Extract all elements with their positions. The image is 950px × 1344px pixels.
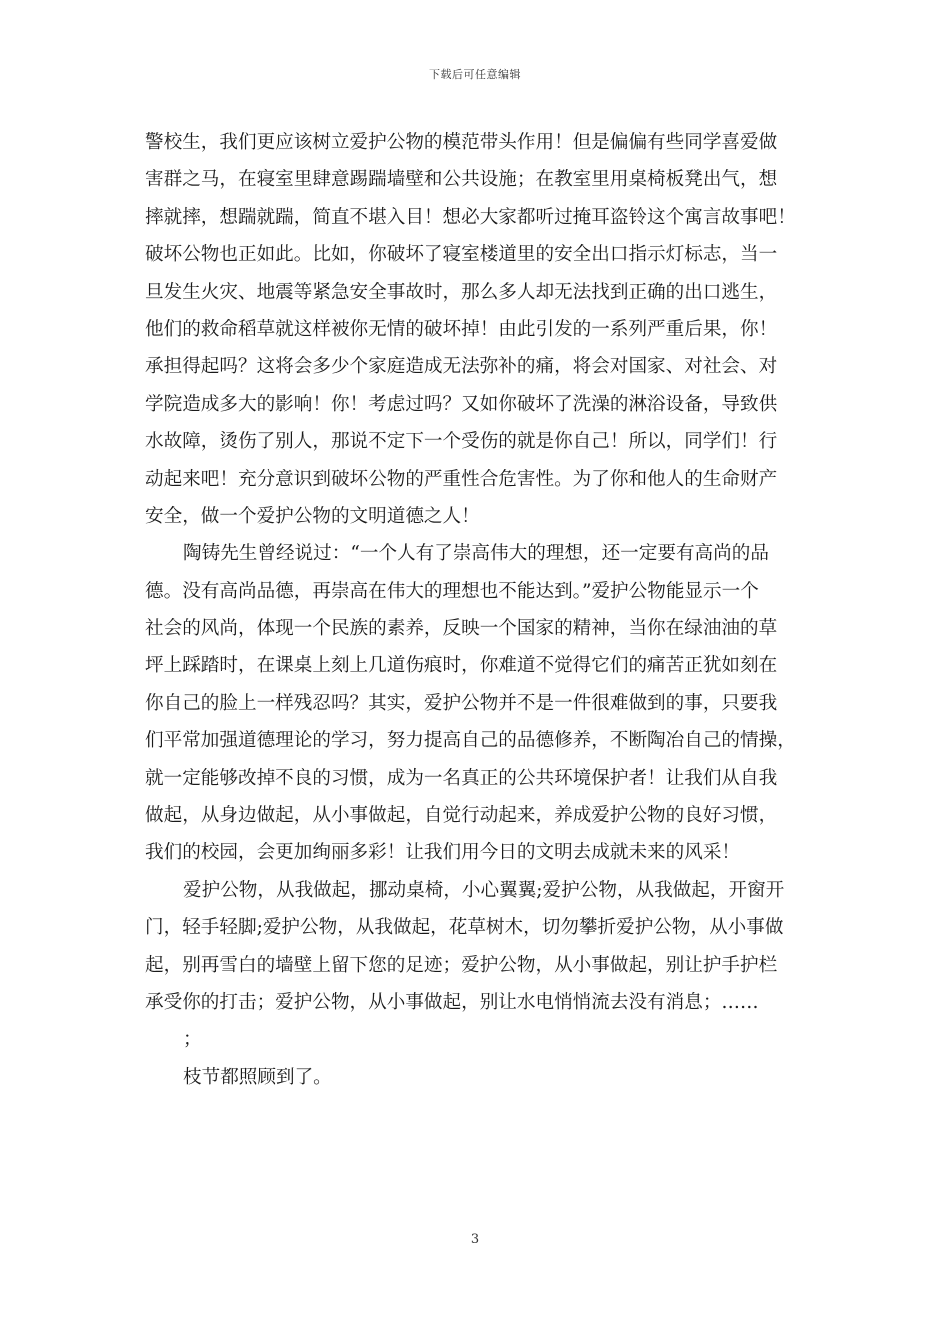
text-line: 水故障，烫伤了别人，那说不定下一个受伤的就是你自己！所以，同学们！行	[145, 431, 778, 453]
text-line: 旦发生火灾、地震等紧急安全事故时，那么多人却无法找到正确的出口逃生，	[145, 281, 778, 303]
text-line: 安全，做一个爱护公物的文明道德之人！	[145, 505, 480, 527]
text-line: 坪上踩踏时，在课桌上刻上几道伤痕时，你难道不觉得它们的痛苦正犹如刻在	[145, 655, 778, 677]
document-body	[145, 124, 809, 1096]
text-line: 德。没有高尚品德，再崇高在伟大的理想也不能达到。”爱护公物能显示一个	[145, 580, 759, 602]
text-line: 们平常加强道德理论的学习，努力提高自己的品德修养，不断陶冶自己的情操，	[145, 730, 796, 752]
text-line: 他们的救命稻草就这样被你无情的破坏掉！由此引发的一系列严重后果，你！	[145, 318, 778, 340]
text-line: 就一定能够改掉不良的习惯，成为一名真正的公共环境保护者！让我们从自我	[145, 767, 778, 789]
text-line: 起，别再雪白的墙壁上留下您的足迹；爱护公物，从小事做起，别让护手护栏	[145, 954, 778, 976]
text-line: 动起来吧！充分意识到破坏公物的严重性合危害性。为了你和他人的生命财产	[145, 468, 778, 490]
paragraph-start-line: 陶铸先生曾经说过：“一个人有了崇高伟大的理想，还一定要有高尚的品	[183, 543, 769, 565]
page-header: 下载后可任意编辑	[429, 68, 521, 81]
page-number: 3	[470, 1232, 480, 1247]
text-line: 我们的校园，会更加绚丽多彩！让我们用今日的文明去成就未来的风采！	[145, 842, 741, 864]
text-line: 害群之马，在寝室里肆意踢踹墙壁和公共设施；在教室里用桌椅板凳出气，想	[145, 169, 778, 191]
text-line: 警校生，我们更应该树立爱护公物的模范带头作用！但是偏偏有些同学喜爱做	[145, 132, 778, 153]
paragraph-start-line: 爱护公物，从我做起，挪动桌椅，小心翼翼;爱护公物，从我做起，开窗开	[183, 879, 785, 901]
text-line: 做起，从身边做起，从小事做起，自觉行动起来，养成爱护公物的良好习惯，	[145, 805, 778, 827]
text-line: 破坏公物也正如此。比如，你破坏了寝室楼道里的安全出口指示灯标志，当一	[145, 244, 778, 266]
text-line: 学院造成多大的影响！你！考虑过吗？又如你破坏了洗澡的淋浴设备，导致供	[145, 393, 778, 415]
paragraph-start-line: ；	[183, 1029, 202, 1051]
text-line: 你自己的脸上一样残忍吗？其实，爱护公物并不是一件很难做到的事，只要我	[145, 692, 778, 714]
text-line: 摔就摔，想踹就踹，简直不堪入目！想必大家都听过掩耳盗铃这个寓言故事吧！	[145, 206, 796, 228]
text-line: 承担得起吗？这将会多少个家庭造成无法弥补的痛，将会对国家、对社会、对	[145, 356, 778, 378]
paragraph-start-line: 枝节都照顾到了。	[183, 1066, 332, 1088]
text-line: 承受你的打击；爱护公物，从小事做起，别让水电悄悄流去没有消息；……	[145, 991, 759, 1013]
text-line: 门，轻手轻脚;爱护公物，从我做起，花草树木，切勿攀折爱护公物，从小事做	[145, 917, 784, 939]
text-line: 社会的风尚，体现一个民族的素养，反映一个国家的精神，当你在绿油油的草	[145, 618, 778, 640]
